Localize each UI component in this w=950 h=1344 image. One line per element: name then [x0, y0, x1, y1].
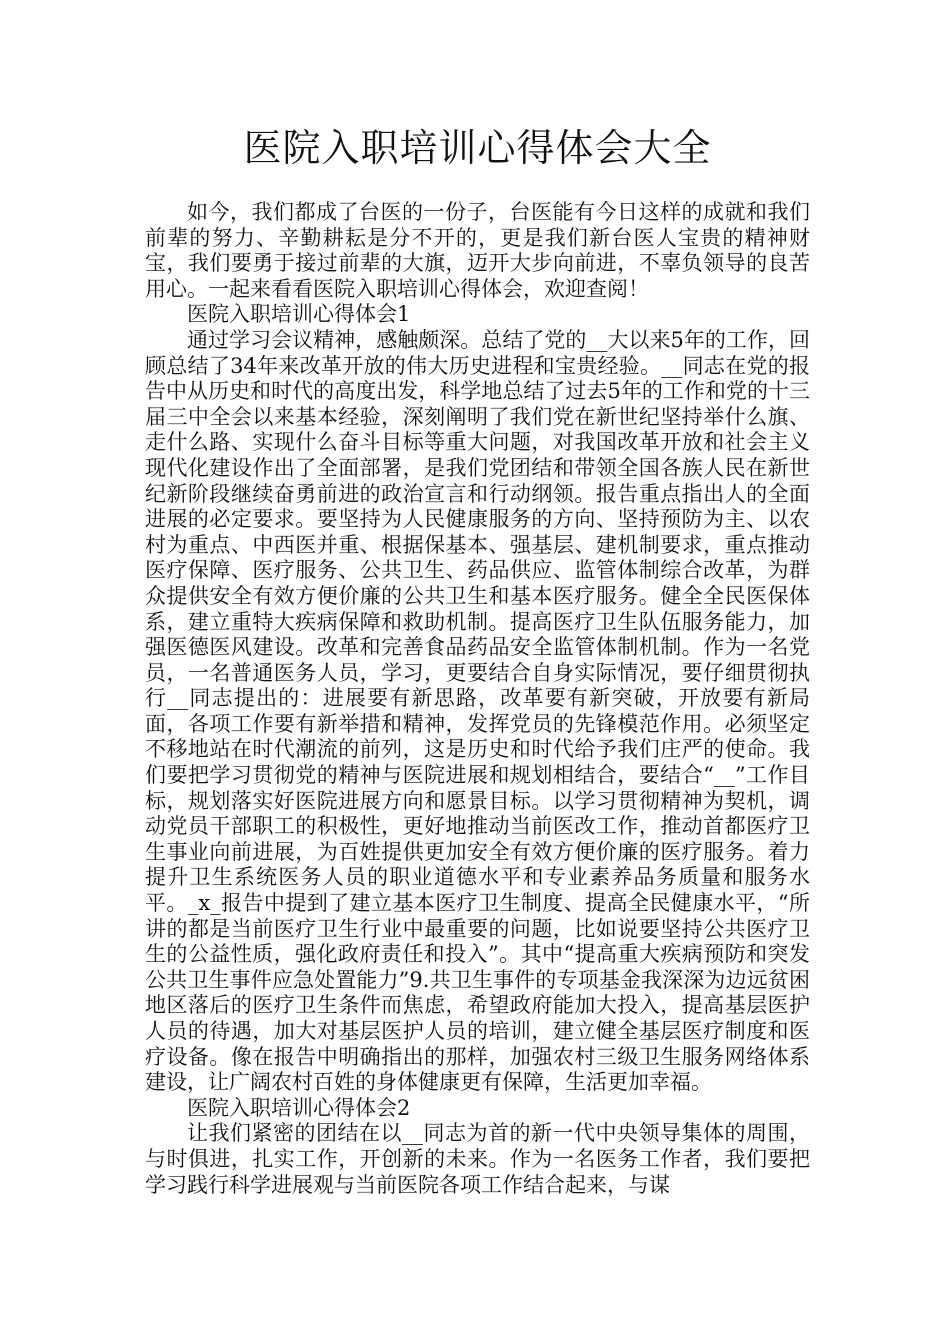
intro-paragraph: 如今，我们都成了台医的一份子，台医能有今日这样的成就和我们前辈的努力、辛勤耕耘是分不开的，更是我们新台医人宝贵的精神财宝，我们要勇于接过前辈的大旗，迈开大步向前进，不辜负领导的良苦用心。一起来看看医院入职培训心得体会，欢迎查阅！ — [145, 200, 810, 301]
section-heading-2: 医院入职培训心得体会2 — [187, 1095, 411, 1120]
document-title: 医院入职培训心得体会大全 — [243, 126, 712, 170]
document-page — [145, 118, 810, 1198]
section-body-2: 让我们紧密的团结在以__同志为首的新一代中央领导集体的周围，与时俱进，扎实工作，开创新的未来。作为一名医务工作者，我们要把学习践行科学进展观与当前医院各项工作结合起来，与谋 — [145, 1121, 810, 1197]
section-body-1: 通过学习会议精神，感触颇深。总结了党的__大以来5年的工作，回顾总结了34年来改革开放的伟大历史进程和宝贵经验。__同志在党的报告中从历史和时代的高度出发，科学地总结了过去5年的工作和党的十三届三中全会以来基本经验，深刻阐明了我们党在新世纪坚持举什么旗、走什么路、实现什么奋斗目标等重大问题，对我国改革开放和社会主义现代化建设作出了全面部署，是我们党团结和带领全国各族人民在新世纪新阶段继续奋勇前进的政治宣言和行动纲领。报告重点指出人的全面进展的必定要求。要坚持为人民健康服务的方向、坚持预防为主、以农村为重点、中西医并重、根据保基本、强基层、建机制要求，重点推动医疗保障、医疗服务、公共卫生、药品供应、监管体制综合改革，为群众提供安全有效方便价廉的公共卫生和基本医疗服务。健全全民医保体系，建立重特大疾病保障和救助机制。提高医疗卫生队伍服务能力，加强医德医风建设。改革和完善食品药品安全监管体制机制。作为一名党员，一名普通医务人员，学习，更要结合自身实际情况，要仔细贯彻执行__同志提出的：进展要有新思路，改革要有新突破，开放要有新局面，各项工作要有新举措和精神，发挥党员的先锋模范作用。必须坚定不移地站在时代潮流的前列，这是历史和时代给予我们庄严的使命。我们要把学习贯彻党的精神与医院进展和规划相结合，要结合“__”工作目标，规划落实好医院进展方向和愿景目标。以学习贯彻精神为契机，调动党员干部职工的积极性，更好地推动当前医改工作，推动首都医疗卫生事业向前进展，为百姓提供更加安全有效方便价廉的医疗服务。着力提升卫生系统医务人员的职业道德水平和专业素养品务质量和服务水平。_x_报告中提到了建立基本医疗卫生制度、提高全民健康水平，“所讲的都是当前医疗卫生行业中最重要的问题，比如说要坚持公共医疗卫生的公益性质，强化政府责任和投入”。其中“提高重大疾病预防和突发公共卫生事件应急处置能力”9.共卫生事件的专项基金我深深为边远贫困地区落后的医疗卫生条件而焦虑，希望政府能加大投入，提高基层医护人员的待遇，加大对基层医护人员的培训，建立健全基层医疗制度和医疗设备。像在报告中明确指出的那样，加强农村三级卫生服务网络体系建设，让广阔农村百姓的身体健康更有保障，生活更加幸福。 — [145, 327, 810, 1095]
section-heading-1: 医院入职培训心得体会1 — [187, 302, 411, 327]
